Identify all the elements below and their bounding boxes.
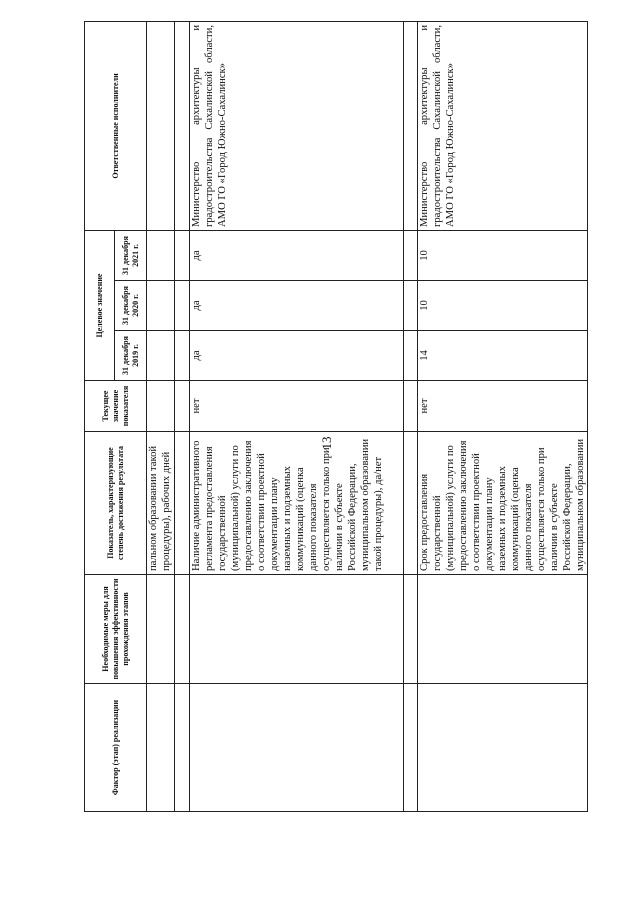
cell-target-2021 [147, 230, 175, 280]
cell-target-2020 [147, 281, 175, 331]
cell-target-2021 [175, 230, 190, 280]
cell-current: нет [190, 381, 404, 432]
rotated-table-container [84, 22, 586, 812]
cell-target-2020: да [190, 281, 404, 331]
cell-indicator [404, 432, 418, 575]
cell-factor [418, 684, 588, 812]
cell-factor [190, 684, 404, 812]
cell-target-2019: да [190, 331, 404, 381]
cell-indicator [175, 432, 190, 575]
cell-responsible [175, 21, 190, 230]
cell-factor [147, 684, 175, 812]
cell-target-2020 [175, 281, 190, 331]
cell-target-2021: да [190, 230, 404, 280]
header-measures: Необходимые меры для повышения эффективности прохождения этапов [85, 575, 147, 684]
cell-factor [175, 684, 190, 812]
header-target-group: Целевое значение [85, 230, 115, 380]
header-target-2021: 31 декабря 2021 г. [115, 230, 147, 280]
cell-responsible: Министерство архитектуры и градостроительства Сахалинской области, АМО ГО «Город Южно-Сахалинск» [190, 21, 404, 230]
cell-current: нет [418, 381, 588, 432]
cell-responsible: Министерство архитектуры и градостроительства Сахалинской области, АМО ГО «Город Южно-Сахалинск» [418, 21, 588, 230]
table-row [175, 21, 190, 811]
table-row [404, 21, 418, 811]
cell-target-2019 [147, 331, 175, 381]
header-target-2019: 31 декабря 2019 г. [115, 331, 147, 381]
cell-measures [147, 575, 175, 684]
cell-measures [190, 575, 404, 684]
header-current: Текущее значение показателя [85, 381, 147, 432]
table-row [418, 21, 588, 811]
cell-target-2019: 14 [418, 331, 588, 381]
cell-current [175, 381, 190, 432]
cell-target-2020: 10 [418, 281, 588, 331]
cell-indicator: Наличие административного регламента предоставления государственной (муниципальной) услуги по предоставлению заключения о соответствии проектной документации плану наземных и подземных коммуникаций (оценка данного показателя осуществляется только при наличии в субъекте Российской Федерации, муниципальном образовании такой процедуры), да/нет [190, 432, 404, 575]
document-sheet [84, 22, 586, 812]
cell-target-2020 [404, 281, 418, 331]
cell-target-2019 [404, 331, 418, 381]
cell-factor [404, 684, 418, 812]
header-indicator: Показатель, характеризующие степень достижения результата [85, 432, 147, 575]
cell-current [404, 381, 418, 432]
cell-measures [175, 575, 190, 684]
header-responsible: Ответственные исполнители [85, 21, 147, 230]
table-row [190, 21, 404, 811]
cell-target-2021 [404, 230, 418, 280]
cell-current [147, 381, 175, 432]
cell-target-2021: 10 [418, 230, 588, 280]
cell-responsible [404, 21, 418, 230]
table-row [147, 21, 175, 811]
cell-indicator: Срок предоставления государственной (муниципальной) услуги по предоставлению заключения о соответствии проектной документации плану наземных и подземных коммуникаций (оценка данного показателя осуществляется только при наличии в субъекте Российской Федерации, муниципальном образовании [418, 432, 588, 575]
header-factor: Фактор (этап) реализации [85, 684, 147, 812]
header-target-2020: 31 декабря 2020 г. [115, 281, 147, 331]
page-number: 13 [319, 436, 334, 450]
cell-measures [418, 575, 588, 684]
cell-measures [404, 575, 418, 684]
cell-target-2019 [175, 331, 190, 381]
cell-responsible [147, 21, 175, 230]
cell-indicator: пальном образовании такой процедуры), рабочих дней [147, 432, 175, 575]
measures-table [84, 21, 588, 812]
